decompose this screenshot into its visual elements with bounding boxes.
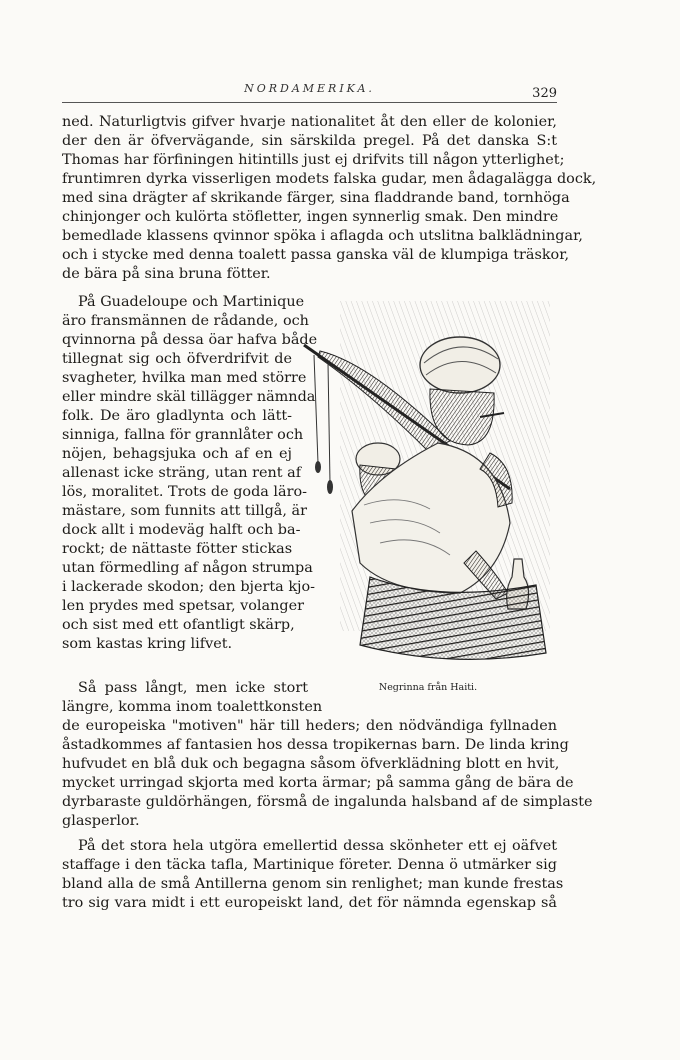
text-line: ned. Naturligtvis gifver hvarje nationalitet åt den eller de kolonier,	[62, 114, 557, 130]
page-number: 329	[532, 86, 557, 101]
text-line: På Guadeloupe och Martinique	[78, 294, 305, 310]
text-line: fruntimren dyrka visserligen modets falska gudar, men ådagalägga dock,	[62, 171, 597, 187]
text-line: rockt; de nättaste fötter stickas	[62, 541, 293, 557]
text-line: sinniga, fallna för grannlåter och	[62, 427, 304, 443]
text-line: len prydes med spetsar, volanger	[62, 598, 304, 614]
text-line: och i stycke med denna toalett passa ganska väl de klumpiga träskor,	[62, 247, 570, 263]
text-line: längre, komma inom toalettkonsten	[62, 699, 323, 715]
text-line: som kastas kring lifvet.	[62, 636, 233, 652]
text-line: tro sig vara midt i ett europeiskt land, det för nämnda egenskap så	[62, 895, 557, 911]
text-line: mästare, som funnits att tillgå, är	[62, 503, 307, 519]
paragraph-4	[62, 837, 564, 913]
text-line: der den är öfvervägande, sin särskilda pregel. På det danska S:t	[62, 133, 557, 149]
text-line: i lackerade skodon; den bjerta kjo-	[62, 579, 316, 595]
text-line: staffage i den täcka tafla, Martinique företer. Denna ö utmärker sig	[62, 857, 557, 873]
text-line: glasperlor.	[62, 813, 140, 829]
text-line: svagheter, hvilka man med större	[62, 370, 307, 386]
text-line: de europeiska "motiven" här till heders; den nödvändiga fyllnaden	[62, 718, 557, 734]
text-line: lös, moralitet. Trots de goda läro-	[62, 484, 308, 500]
text-line: och sist med ett ofantligt skärp,	[62, 617, 295, 633]
engraving-illustration	[300, 293, 556, 668]
text-line: med sina drägter af skrikande färger, sina fladdrande band, tornhöga	[62, 190, 570, 206]
text-line: äro fransmännen de rådande, och	[62, 313, 309, 329]
text-line: eller mindre skäl tillägger nämnda	[62, 389, 316, 405]
paragraph-2	[62, 293, 318, 654]
text-line: hufvudet en blå duk och begagna såsom öfverklädning blott en hvit,	[62, 756, 560, 772]
woman-carrying-child-illustration	[300, 293, 556, 668]
text-line: åstadkommes af fantasien hos dessa tropikernas barn. De linda kring	[62, 737, 569, 753]
text-line: tillegnat sig och öfverdrifvit de	[62, 351, 292, 367]
text-line: bland alla de små Antillerna genom sin renlighet; man kunde frestas	[62, 876, 564, 892]
page-header	[62, 80, 557, 103]
text-line: utan förmedling af någon strumpa	[62, 560, 313, 576]
text-line: dock allt i modeväg halft och ba-	[62, 522, 301, 538]
text-line: mycket urringad skjorta med korta ärmar; på samma gång de bära de	[62, 775, 574, 791]
text-line: bemedlade klassens qvinnor spöka i aflagda och utslitna balklädningar,	[62, 228, 583, 244]
text-line: dyrbaraste guldörhängen, försmå de ingalunda halsband af de simplaste	[62, 794, 593, 810]
paragraph-3	[62, 679, 593, 831]
text-line: qvinnorna på dessa öar hafva både	[62, 332, 318, 348]
text-line: Thomas har förfiningen hitintills just ej drifvits till någon ytterlighet;	[62, 152, 565, 168]
running-head: NORDAMERIKA.	[244, 82, 375, 95]
text-line: allenast icke sträng, utan rent af	[62, 465, 302, 481]
text-line: chinjonger och kulörta stöfletter, ingen synnerlig smak. Den mindre	[62, 209, 559, 225]
text-line: de bära på sina bruna fötter.	[62, 266, 271, 282]
figure-caption: Negrinna från Haiti.	[378, 682, 478, 693]
text-line: folk. De äro gladlynta och lätt-	[62, 408, 292, 424]
text-line: nöjen, behagsjuka och af en ej	[62, 446, 292, 462]
paragraph-1	[62, 113, 597, 284]
text-line: På det stora hela utgöra emellertid dessa skönheter ett ej oäfvet	[78, 838, 557, 854]
text-line: Så pass långt, men icke stort	[78, 680, 308, 696]
